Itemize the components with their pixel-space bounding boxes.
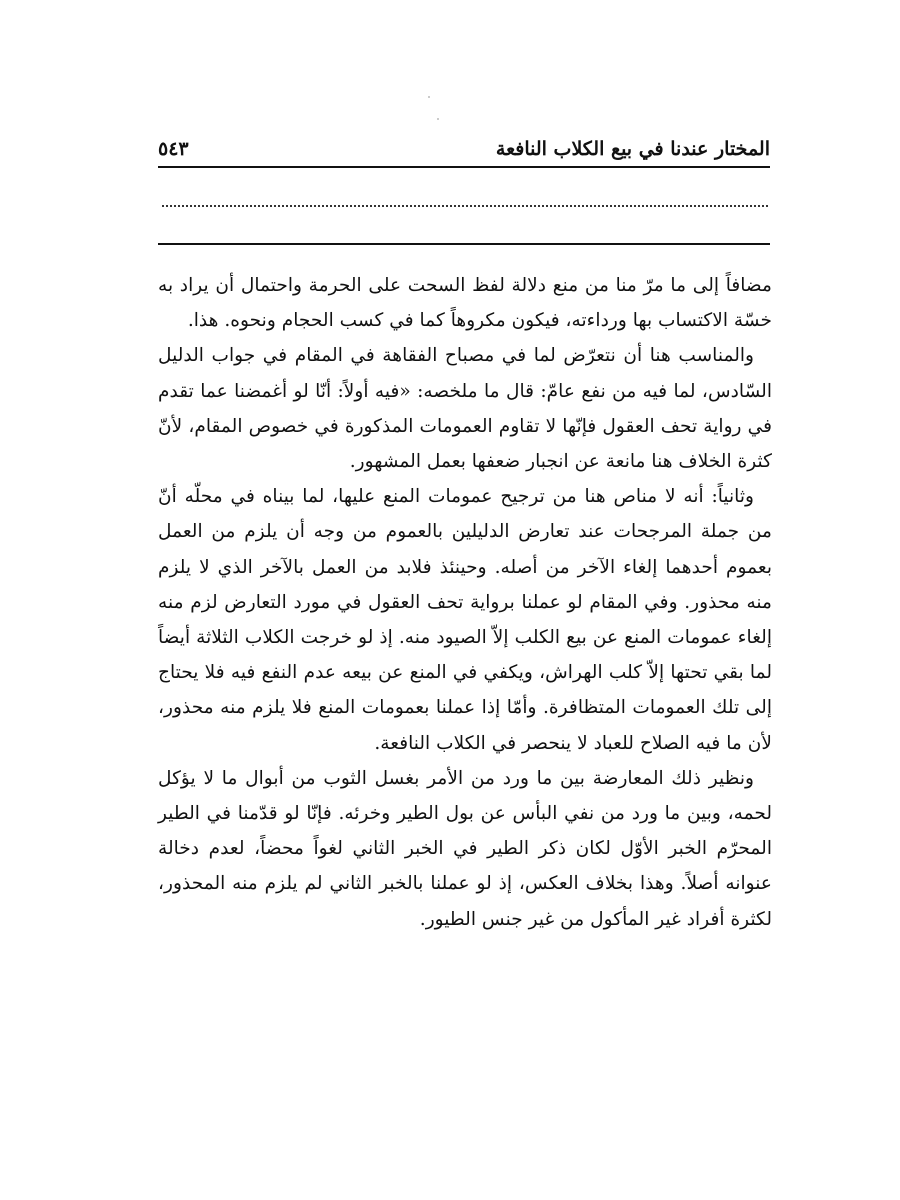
scan-speck [437, 118, 439, 120]
paragraph-2: والمناسب هنا أن نتعرّض لما في مصباح الفقاهة في المقام في جواب الدليل السّادس، لما فيه من نفع عامّ: قال ما ملخصه: «فيه أولاً: أنّا لو أغمضنا عما تقدم في رواية تحف العقول فإنّها لا تقاوم العمومات المذكورة في خصوص المقام، لأنّ كثرة الخلاف هنا مانعة عن انجبار ضعفها بعمل المشهور. [158, 345, 772, 473]
running-title: المختار عندنا في بيع الكلاب النافعة [495, 138, 770, 160]
page-number: ٥٤٣ [158, 138, 189, 160]
page-header [158, 130, 770, 160]
scan-speck [428, 96, 430, 98]
paragraph-4: ونظير ذلك المعارضة بين ما ورد من الأمر بغسل الثوب من أبوال ما لا يؤكل لحمه، وبين ما ورد من نفي البأس عن بول الطير وخرئه. فإنّا لو قدّمنا في الطير المحرّم الخبر الأوّل لكان ذكر الطير في الخبر الثاني لغواً محضاً، لعدم دخالة عنوانه أصلاً. وهذا بخلاف العكس، إذ لو عملنا بالخبر الثاني لم يلزم منه المحذور، لكثرة أفراد غير المأكول من غير جنس الطيور. [158, 767, 772, 930]
paragraph-1: مضافاً إلى ما مرّ منا من منع دلالة لفظ السحت على الحرمة واحتمال أن يراد به خسّة الاكتساب بها ورداءته، فيكون مكروهاً كما في كسب الحجام ونحوه. هذا. [158, 275, 772, 332]
paragraph-3: وثانياً: أنه لا مناص هنا من ترجيح عمومات المنع عليها، لما بيناه في محلّه أنّ من جملة المرجحات عند تعارض الدليلين بالعموم من وجه أن يلزم من العمل بعموم أحدهما إلغاء الآخر من أصله. وحينئذ فلابد من العمل بالآخر الذي لا يلزم منه محذور. وفي المقام لو عملنا برواية تحف العقول في مورد التعارض لزم منه إلغاء عمومات المنع عن بيع الكلب إلاّ الصيود منه. إذ لو خرجت الكلاب الثلاثة أيضاً لما بقي تحتها إلاّ كلب الهراش، ويكفي في المنع عن بيعه عدم النفع فيه فلا يحتاج إلى تلك العمومات المتظافرة. وأمّا إذا عملنا بعمومات المنع فلا يلزم منه محذور، لأن ما فيه الصلاح للعباد لا ينحصر في الكلاب النافعة. [158, 486, 772, 754]
section-rule [158, 243, 770, 245]
body-text [158, 268, 772, 937]
header-rule [158, 166, 770, 168]
dotted-divider [162, 205, 768, 207]
